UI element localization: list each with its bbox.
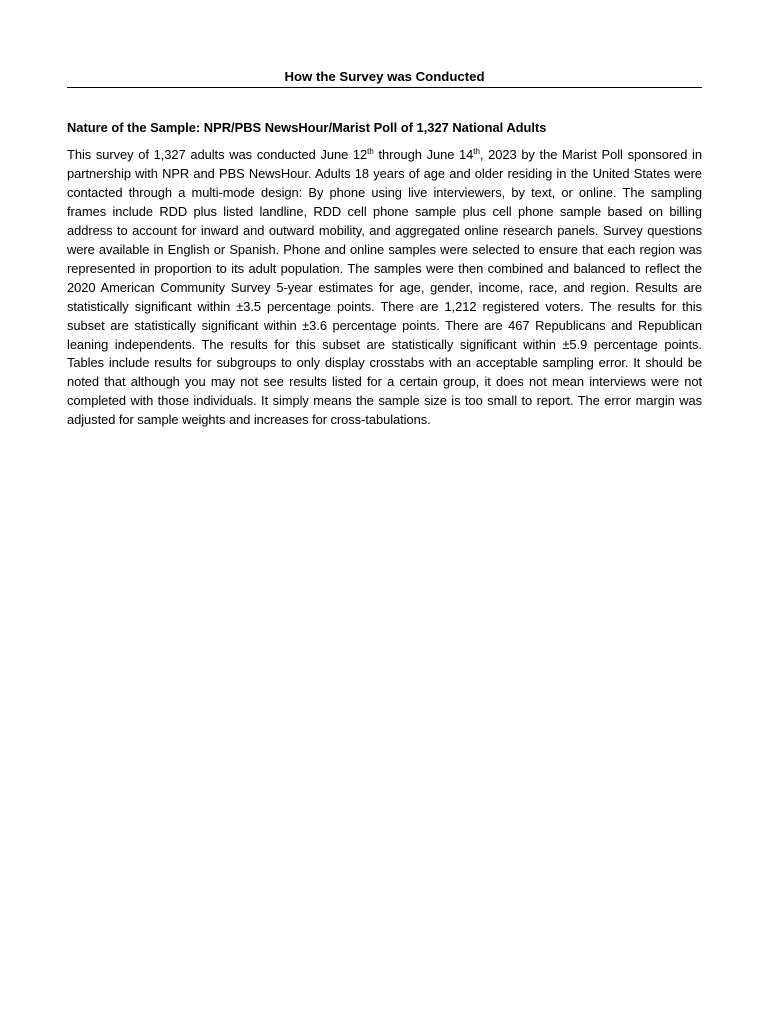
paragraph-text-part-1: This survey of 1,327 adults was conducted June 12 — [67, 147, 368, 162]
ordinal-suffix-1: th — [367, 147, 374, 156]
ordinal-suffix-2: th — [473, 147, 480, 156]
section-heading: Nature of the Sample: NPR/PBS NewsHour/Marist Poll of 1,327 National Adults — [67, 120, 547, 135]
title-divider — [67, 87, 702, 88]
paragraph-text-part-2: through June 14 — [373, 147, 474, 162]
document-title: How the Survey was Conducted — [284, 69, 485, 84]
paragraph-text-part-3: , 2023 by the Marist Poll sponsored in partnership with NPR and PBS NewsHour. Adults 18 years of age and older residing in the United States were contacted through a multi-mode design: By phone using live interviewers, by text, or online. The sampling frames include RDD plus listed landline, RDD cell phone sample plus cell phone sample based on billing address to account for inward and outward mobility, and aggregated online research panels. Survey questions were available in English or Spanish. Phone and online samples were selected to ensure that each region was represented in proportion to its adult population. The samples were then combined and balanced to reflect the 2020 American Community Survey 5-year estimates for age, gender, income, race, and region. Results are statistically significant within ±3.5 percentage points. There are 1,212 registered voters. The results for this subset are statistically significant within ±3.6 percentage points. There are 467 Republicans and Republican leaning independents. The results for this subset are statistically significant within ±5.9 percentage points. Tables include results for subgroups to only display crosstabs with an acceptable sampling error. It should be noted that although you may not see results listed for a certain group, it does not mean interviews were not completed with those individuals. It simply means the sample size is too small to report. The error margin was adjusted for sample weights and increases for cross-tabulations. — [67, 147, 702, 428]
methodology-paragraph — [67, 146, 702, 430]
